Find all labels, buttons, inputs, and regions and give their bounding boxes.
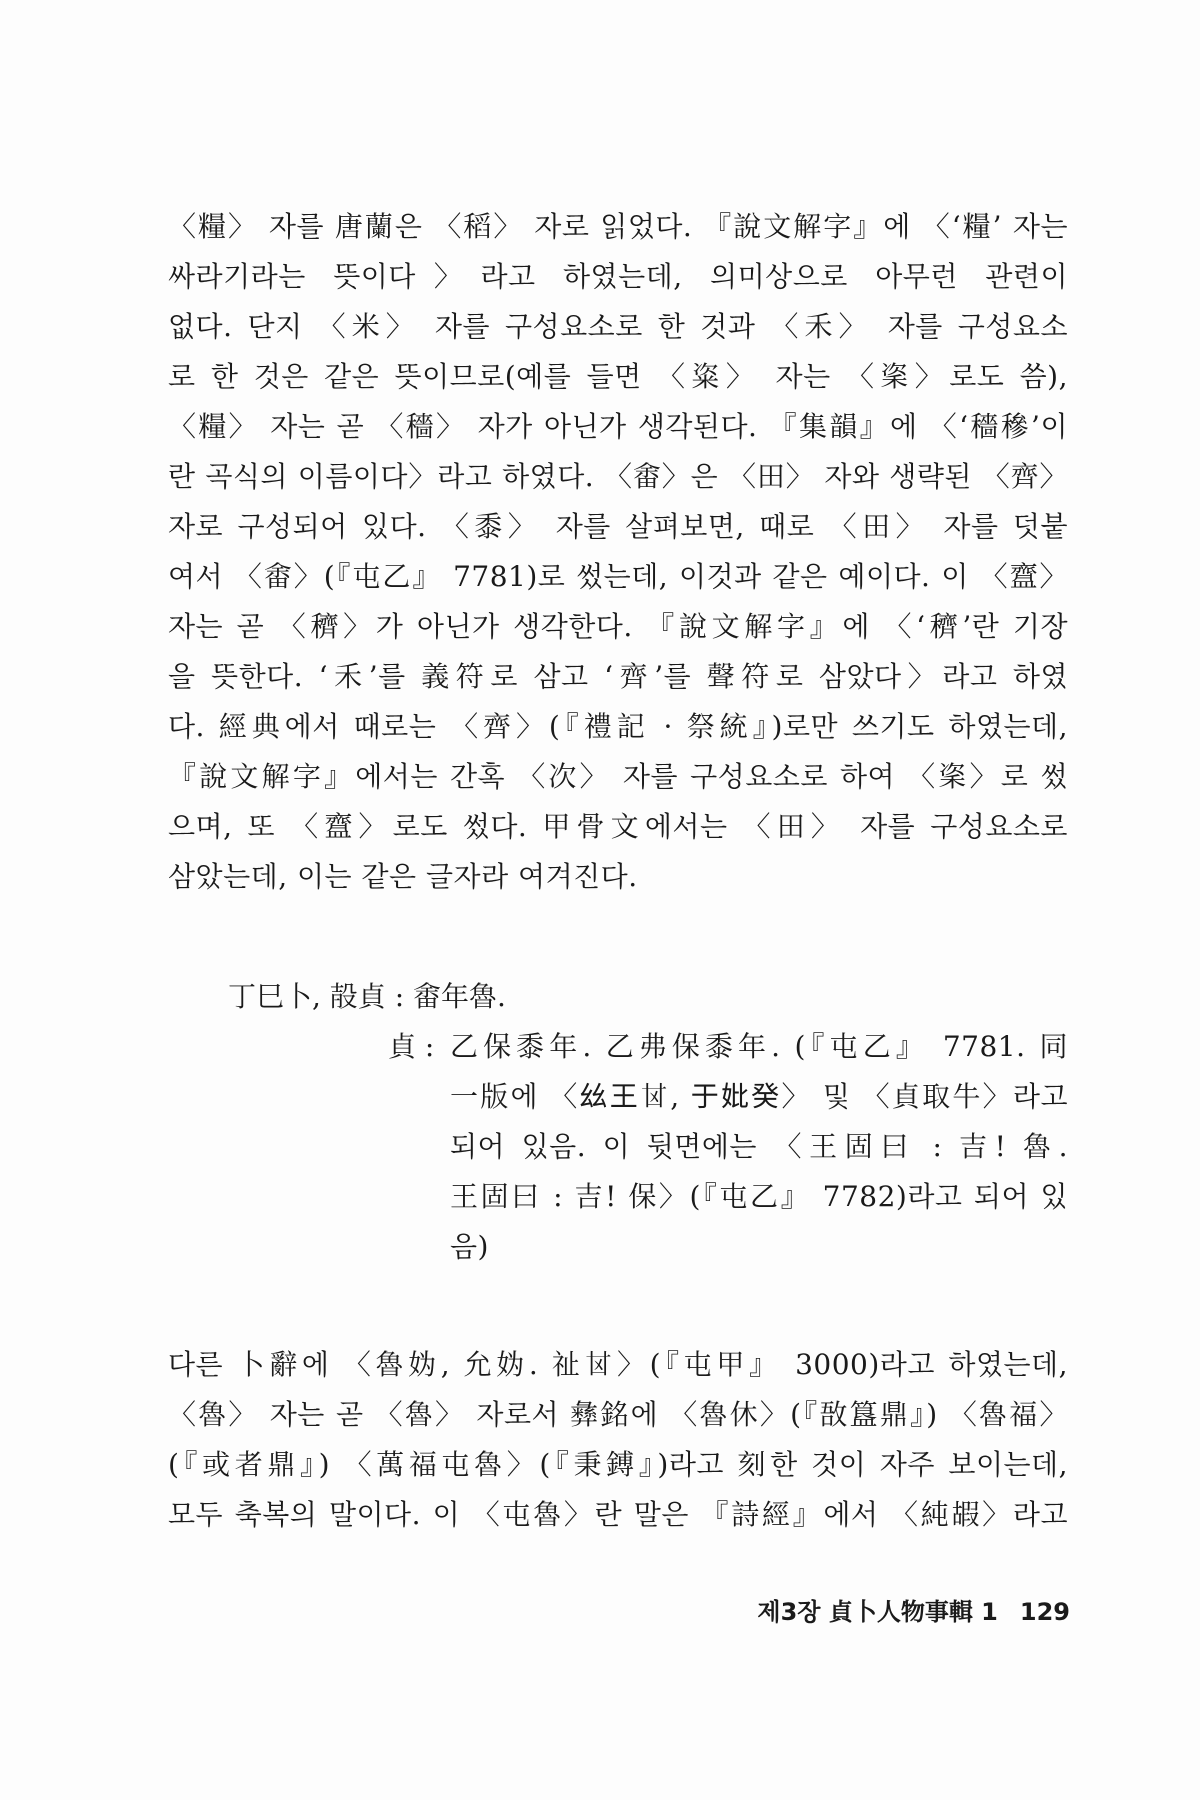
text-line: 싸라기라는 뜻이다〉라고 하였는데, 의미상으로 아무런 관련이 — [168, 260, 1068, 293]
text-line: 란 곡식의 이름이다〉라고 하였다. 〈畬〉은 〈田〉 자와 생략된 〈齊〉 — [168, 460, 1068, 493]
body-paragraph-2 — [168, 1340, 1068, 1540]
text-line: 을 뜻한다. ‘禾’를 義符로 삼고 ‘齊’를 聲符로 삼았다〉라고 하였 — [168, 660, 1068, 693]
text-line: 다른 卜辭에 〈魯妫, 允妫. 祉𠀠〉(『屯甲』 3000)라고 하였는데, — [168, 1348, 1068, 1381]
text-line: 〈魯〉 자는 곧 〈魯〉 자로서 彝銘에 〈魯休〉(『敔簋鼎』) 〈魯福〉 — [168, 1398, 1068, 1431]
text-line: 一版에 〈𢆶王𠀠, 于妣癸〉 및 〈貞取牛〉라고 — [450, 1080, 1068, 1113]
text-line: 으며, 또 〈齍〉로도 썼다. 甲骨文에서는 〈田〉 자를 구성요소로 — [168, 810, 1068, 843]
text-line: 음) — [450, 1230, 489, 1263]
oracle-inscription-examples — [228, 972, 1068, 1282]
page-number: 129 — [1019, 1598, 1070, 1626]
text-line: 王固曰 : 吉! 保〉(『屯乙』 7782)라고 되어 있 — [450, 1180, 1068, 1213]
body-paragraph-1 — [168, 202, 1068, 902]
text-line: 삼았는데, 이는 같은 글자라 여겨진다. — [168, 860, 638, 893]
text-line: 『說文解字』에서는 간혹 〈次〉 자를 구성요소로 하여 〈秶〉로 썼 — [168, 760, 1068, 793]
text-line: 되어 있음. 이 뒷면에는 〈王固曰 : 吉! 魯. — [450, 1130, 1068, 1163]
inscription-block — [228, 1022, 1068, 1282]
text-line: 모두 축복의 말이다. 이 〈屯魯〉란 말은 『詩經』에서 〈純嘏〉라고 — [168, 1498, 1068, 1531]
inscription-lines — [450, 1022, 1068, 1272]
text-line: 〈糧〉 자는 곧 〈穡〉 자가 아닌가 생각된다. 『集韻』에 〈‘穡穇’이 — [168, 410, 1068, 443]
text-line: 다. 經典에서 때로는 〈齊〉(『禮記 · 祭統』)로만 쓰기도 하였는데, — [168, 710, 1068, 743]
text-line: 자는 곧 〈穧〉가 아닌가 생각한다. 『說文解字』에 〈‘穧’란 기장 — [168, 610, 1068, 643]
text-line: 〈糧〉 자를 唐蘭은 〈稻〉 자로 읽었다. 『說文解字』에 〈‘糧’ 자는 — [168, 210, 1068, 243]
text-line: 乙保黍年. 乙弗保黍年. (『屯乙』 7781. 同 — [450, 1030, 1068, 1063]
text-line: 없다. 단지 〈米〉 자를 구성요소로 한 것과 〈禾〉 자를 구성요소 — [168, 310, 1068, 343]
running-footer-title: 제3장 貞卜人物事輯 1 — [757, 1598, 998, 1626]
text-line: (『或者鼎』) 〈萬福屯魯〉(『秉鎛』)라고 刻한 것이 자주 보이는데, — [168, 1448, 1068, 1481]
text-line: 자로 구성되어 있다. 〈黍〉 자를 살펴보면, 때로 〈田〉 자를 덧붙 — [168, 510, 1068, 543]
text-line: 여서 〈畬〉(『屯乙』 7781)로 썼는데, 이것과 같은 예이다. 이 〈齍〉 — [168, 560, 1068, 593]
page-footer — [757, 1592, 1070, 1632]
inscription-line: 丁巳卜, 㱿貞 : 畬年魯. — [228, 980, 506, 1013]
text-line: 로 한 것은 같은 뜻이므로(예를 들면 〈粢〉 자는 〈秶〉로도 씀), — [168, 360, 1068, 393]
inscription-label: 貞 : — [388, 1030, 435, 1063]
